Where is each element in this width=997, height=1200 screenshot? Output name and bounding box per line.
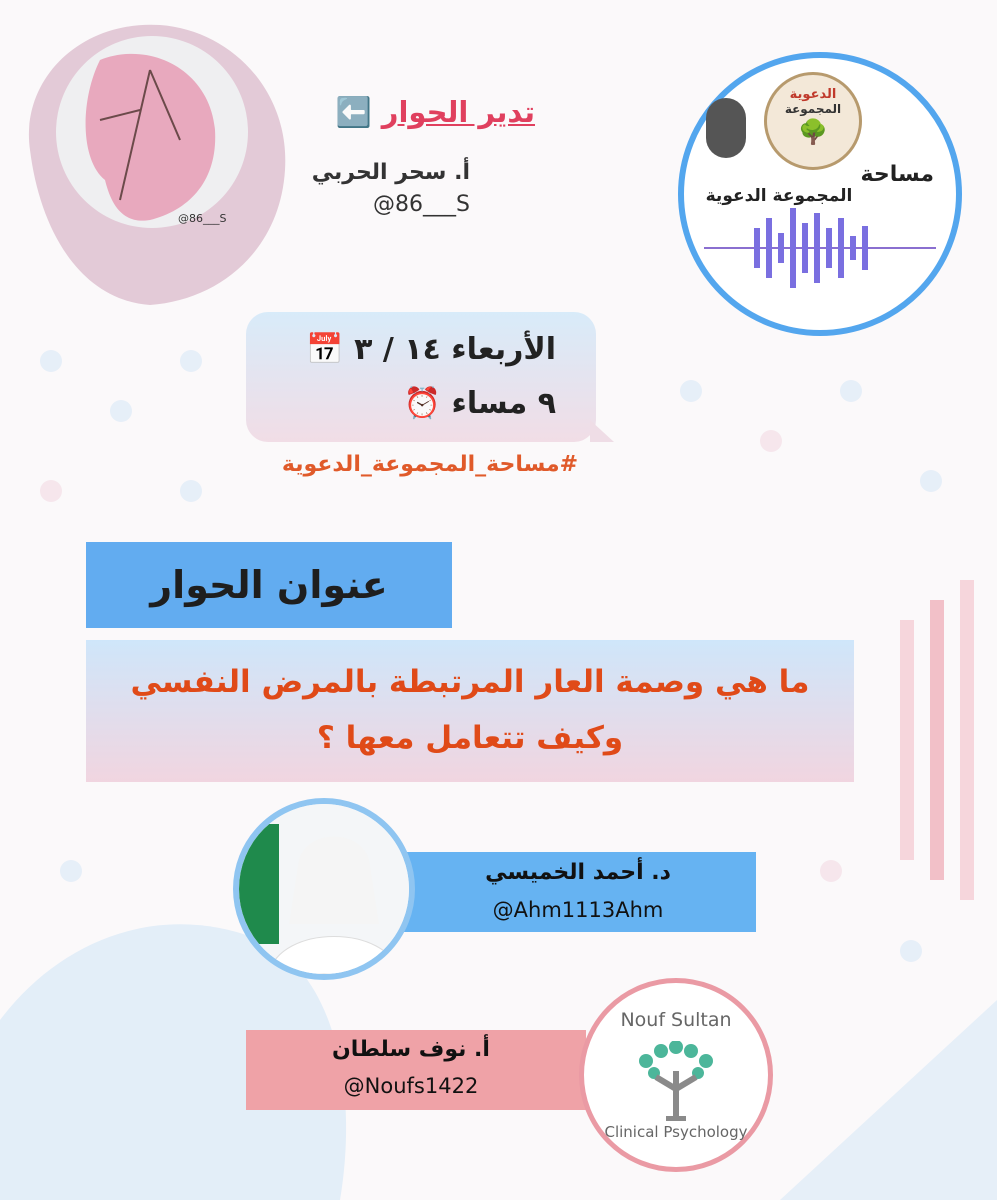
time-text: ٩ مساء — [451, 386, 556, 421]
group-emblem — [764, 72, 862, 170]
calendar-icon: 📅 — [306, 332, 344, 367]
tree-icon: 🌳 — [798, 118, 828, 146]
topic-line-1: ما هي وصمة العار المرتبطة بالمرض النفسي — [130, 664, 810, 700]
emblem-text-bottom: المجموعة — [784, 102, 842, 116]
background-triangle-shape — [780, 1000, 997, 1200]
alarm-clock-icon: ⏰ — [403, 386, 442, 421]
background-dot — [840, 380, 862, 402]
group-logo — [678, 52, 962, 336]
time-line — [404, 386, 556, 421]
logo-text-bottom: Clinical Psychology — [604, 1123, 748, 1141]
date-text: الأربعاء ١٤ / ٣ — [354, 332, 556, 367]
moderator-role-text: تدير الحوار — [381, 95, 535, 129]
hashtag: #مساحة_المجموعة_الدعوية — [281, 452, 579, 477]
background-dot — [760, 430, 782, 452]
background-dot — [40, 480, 62, 502]
background-dot — [110, 400, 132, 422]
microphone-icon — [706, 98, 746, 158]
background-dot — [920, 470, 942, 492]
moderator-handle: @86___S — [373, 192, 470, 217]
guest1-handle: @Ahm1113Ahm — [492, 898, 664, 922]
date-line — [306, 332, 556, 367]
moderator-role — [305, 95, 535, 130]
sound-wave-icon — [704, 208, 936, 288]
background-dot — [40, 350, 62, 372]
background-dot — [820, 860, 842, 882]
group-title-line1: مساحة — [860, 162, 934, 187]
logo-text-top: Nouf Sultan — [620, 1009, 732, 1031]
topic-line-2: وكيف تتعامل معها ؟ — [316, 720, 624, 756]
group-title-line2: المجموعة الدعوية — [705, 186, 853, 206]
guest1-photo — [233, 798, 415, 980]
guest2-logo — [579, 978, 773, 1172]
moderator-avatar-tag: @86___S — [178, 212, 227, 225]
tree-people-icon — [626, 1041, 726, 1121]
emblem-text-top: الدعوية — [789, 87, 837, 102]
guest2-name: أ. نوف سلطان — [332, 1037, 490, 1062]
moderator-avatar — [0, 0, 300, 320]
background-dot — [680, 380, 702, 402]
moderator-name: أ. سحر الحربي — [311, 160, 470, 185]
background-dot — [900, 940, 922, 962]
background-dot — [180, 480, 202, 502]
schedule-box — [246, 312, 596, 442]
guest1-name: د. أحمد الخميسي — [485, 860, 671, 885]
guest2-handle: @Noufs1422 — [343, 1074, 479, 1098]
topic-label: عنوان الحوار — [86, 542, 452, 628]
topic-box — [86, 640, 854, 782]
background-dot — [180, 350, 202, 372]
arrow-left-icon: ⬅️ — [335, 95, 372, 129]
decorative-stripes — [880, 580, 997, 900]
